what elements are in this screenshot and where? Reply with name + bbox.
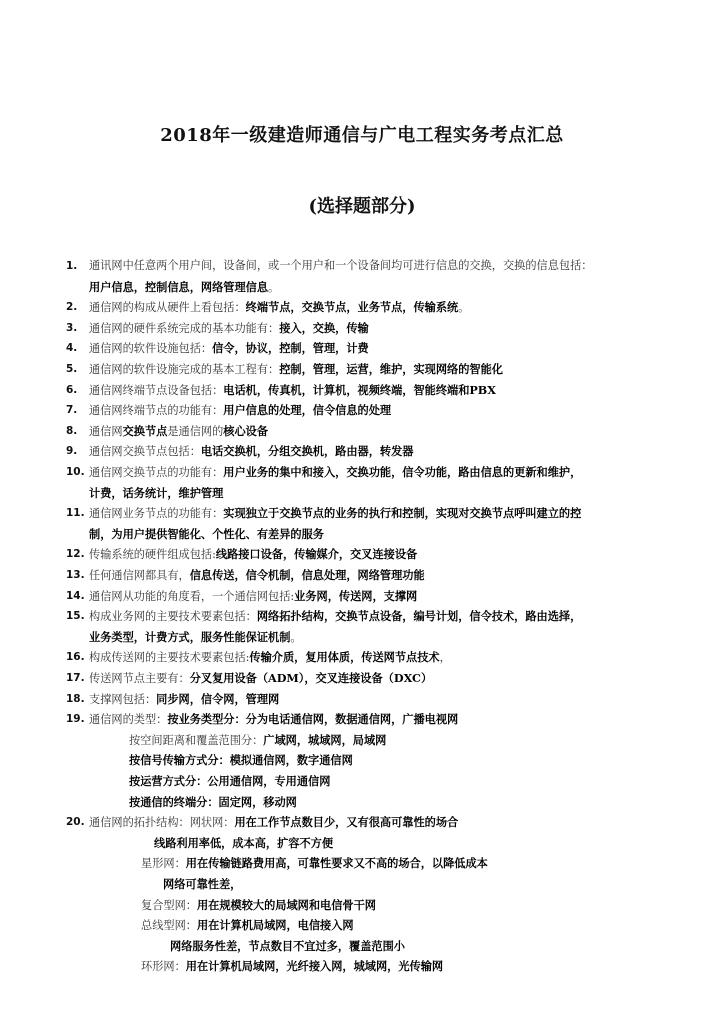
- answer-text: 按通信的终端分：固定网，移动网: [129, 794, 297, 809]
- answer-text: 电话交换机，分组交换机，路由器，转发器: [200, 444, 414, 459]
- topology-line: [141, 916, 354, 935]
- answer-text: 实现独立于交换节点的业务的执行和控制，实现对交换节点呼叫建立的控: [223, 506, 582, 521]
- item-line: [89, 710, 458, 729]
- item-line: [89, 504, 581, 523]
- answer-text: 线路接口设备，传输媒介，交叉连接设备: [215, 547, 418, 562]
- item-line: [89, 566, 425, 585]
- item-line: [89, 339, 369, 358]
- question-text: 通信网的软件设施包括：: [89, 342, 213, 356]
- question-text: 通信网的构成从硬件上看包括：: [89, 301, 246, 315]
- item-line: [89, 607, 581, 626]
- item-line: [89, 587, 417, 606]
- item-number: 14.: [66, 589, 85, 602]
- item-number: 12.: [66, 548, 85, 561]
- question-text: 传送网节点主要有：: [89, 672, 190, 685]
- item-number: 8.: [66, 424, 78, 437]
- item-number: 5.: [66, 363, 78, 375]
- answer-text: 用户信息的处理，信令信息的处理: [223, 403, 392, 418]
- item-number: 3.: [66, 321, 78, 334]
- item-line: [89, 298, 469, 317]
- item-line: [89, 690, 279, 709]
- answer-text: 业务类型，计费方式，服务性能保证机制: [89, 629, 291, 644]
- item-line: [89, 442, 413, 461]
- answer-text: 按信号传输方式分：模拟通信网，数字通信网: [129, 753, 353, 768]
- answer-text: 信息传送，信令机制，信息处理，网络管理功能: [189, 568, 425, 582]
- answer-text: 业务网，传送网，支撑网: [294, 588, 418, 603]
- answer-text: 同步网，信令网，管理网: [156, 691, 280, 706]
- network-type-line: [129, 751, 353, 770]
- answer-text: 按业务类型分：分为电话通信网，数据通信网，广播电视网: [167, 712, 459, 727]
- answer-text: 终端节点，交换节点，业务节点，传输系统: [245, 300, 459, 315]
- question-text: 通信网的软件设施完成的基本工程有：: [89, 363, 280, 376]
- item-number: 9.: [66, 445, 78, 458]
- item-number: 19.: [66, 713, 85, 726]
- item-line: [89, 463, 581, 482]
- question-text: 。: [458, 301, 470, 315]
- answer-text: 用户业务的集中和接入，交换功能，信令功能，路由信息的更新和维护，: [223, 465, 582, 479]
- item-number: 17.: [66, 672, 85, 684]
- question-text: 通信网的硬件系统完成的基本功能有：: [89, 321, 280, 335]
- network-type-line: [129, 731, 386, 750]
- network-type-line: [129, 793, 297, 812]
- item-number: 13.: [66, 569, 85, 581]
- item-line: [89, 278, 279, 297]
- question-text: 复合型网：: [141, 898, 197, 912]
- topology-line: [141, 896, 376, 915]
- topology-line: [170, 937, 405, 956]
- topology-line: [141, 957, 443, 976]
- item-number: 6.: [66, 383, 78, 396]
- item-line: [89, 628, 302, 647]
- answer-text: 用在计算机局域网，光纤接入网，城域网，光传输网: [185, 959, 444, 974]
- answer-text: 分叉复用设备（ADM），交叉连接设备（DXC）: [189, 671, 433, 685]
- answer-text: 用在传输链路费用高，可靠性要求又不高的场合，以降低成本: [185, 856, 488, 871]
- page-subtitle: (选择题部分): [308, 196, 416, 217]
- question-text: 通信网从功能的角度看，一个通信网包括:: [89, 589, 295, 603]
- item-line: [89, 319, 369, 338]
- question-text: 通信网终端节点的功能有：: [89, 404, 224, 418]
- answer-text: 交换节点: [122, 423, 168, 438]
- answer-text: 计费，话务统计，维护管理: [89, 485, 224, 500]
- item-number: 4.: [66, 342, 78, 355]
- item-number: 2.: [66, 301, 78, 314]
- question-text: 通信网交换节点包括：: [89, 445, 201, 459]
- question-text: 按空间距离和覆盖范围分：: [129, 733, 264, 747]
- topology-line: [163, 875, 241, 894]
- item-line: [89, 360, 503, 379]
- answer-text: 核心设备: [223, 423, 269, 438]
- answer-text: 按运营方式分：公用通信网，专用通信网: [129, 774, 331, 788]
- answer-text: 线路利用率低，成本高，扩容不方便: [154, 835, 334, 850]
- question-text: 通信网交换节点的功能有：: [89, 466, 224, 479]
- question-text: 任何通信网都具有，: [89, 569, 190, 582]
- page-title: 2018年一级建造师通信与广电工程实务考点汇总: [160, 125, 564, 146]
- question-text: 是通信网的: [167, 424, 224, 438]
- question-text: 。: [290, 630, 302, 644]
- answer-text: 广域网，城域网，局域网: [263, 732, 387, 747]
- item-line: [89, 381, 496, 400]
- answer-text: 电话机，传真机，计算机，视频终端，智能终端和PBX: [223, 382, 496, 397]
- question-text: 构成传送网的主要技术要素包括:: [89, 651, 250, 665]
- question-text: 通信网的类型：: [89, 713, 168, 727]
- answer-text: 信令，协议，控制，管理，计费: [212, 341, 369, 356]
- answer-text: 制，为用户提供智能化、个性化、有差异的服务: [89, 526, 324, 541]
- item-line: [89, 484, 223, 503]
- answer-text: 接入，交换，传输: [279, 320, 369, 335]
- item-number: 1.: [66, 260, 78, 272]
- topology-line: [154, 834, 333, 853]
- item-number: 11.: [66, 507, 85, 520]
- answer-text: 网络拓扑结构，交换节点设备，编号计划，信令技术，路由选择，: [256, 609, 582, 624]
- item-number: 15.: [66, 610, 85, 623]
- item-number: 18.: [66, 692, 85, 705]
- question-text: 环形网：: [141, 960, 186, 974]
- question-text: 通信网: [89, 424, 123, 438]
- answer-text: 传输介质，复用体质，传送网节点技术: [249, 650, 440, 665]
- item-line: [89, 648, 451, 667]
- answer-text: 用在规模较大的局域网和电信骨干网: [196, 897, 376, 912]
- question-text: 通信网业务节点的功能有：: [89, 507, 224, 521]
- network-type-line: [129, 772, 330, 791]
- question-text: 。: [268, 280, 280, 294]
- question-text: 通信网终端节点设备包括：: [89, 383, 224, 397]
- item-line: [89, 545, 417, 564]
- answer-text: 用在计算机局域网，电信接入网: [196, 918, 354, 933]
- item-number: 16.: [66, 651, 85, 664]
- question-text: 通信网的拓扑结构：网状网：: [89, 816, 235, 830]
- item-line: [89, 401, 391, 420]
- question-text: 支撑网包括：: [89, 692, 157, 706]
- question-text: 通讯网中任意两个用户间，设备间，或一个用户和一个设备间均可进行信息的交换，交换的信息包括：: [89, 259, 593, 272]
- answer-text: 网络可靠性差，: [163, 877, 242, 891]
- item-number: 10.: [66, 466, 85, 478]
- item-line: [89, 813, 458, 832]
- question-text: 总线型网：: [141, 919, 197, 933]
- item-line: [89, 525, 324, 544]
- question-text: 星形网：: [141, 857, 186, 871]
- topology-line: [141, 854, 488, 873]
- item-line: [89, 257, 592, 275]
- item-number: 7.: [66, 404, 78, 417]
- answer-text: 网络服务性差，节点数目不宜过多，覆盖范围小: [170, 938, 405, 953]
- item-line: [89, 422, 268, 441]
- answer-text: 用在工作节点数目少，又有很高可靠性的场合: [234, 815, 459, 830]
- question-text: 传输系统的硬件组成包括:: [89, 548, 216, 562]
- question-text: 构成业务网的主要技术要素包括：: [89, 610, 257, 624]
- answer-text: 控制，管理，运营，维护，实现网络的智能化: [279, 362, 503, 376]
- answer-text: 用户信息，控制信息，网络管理信息: [89, 279, 269, 294]
- item-line: [89, 669, 432, 688]
- item-number: 20.: [66, 816, 85, 829]
- question-text: ，: [439, 651, 451, 665]
